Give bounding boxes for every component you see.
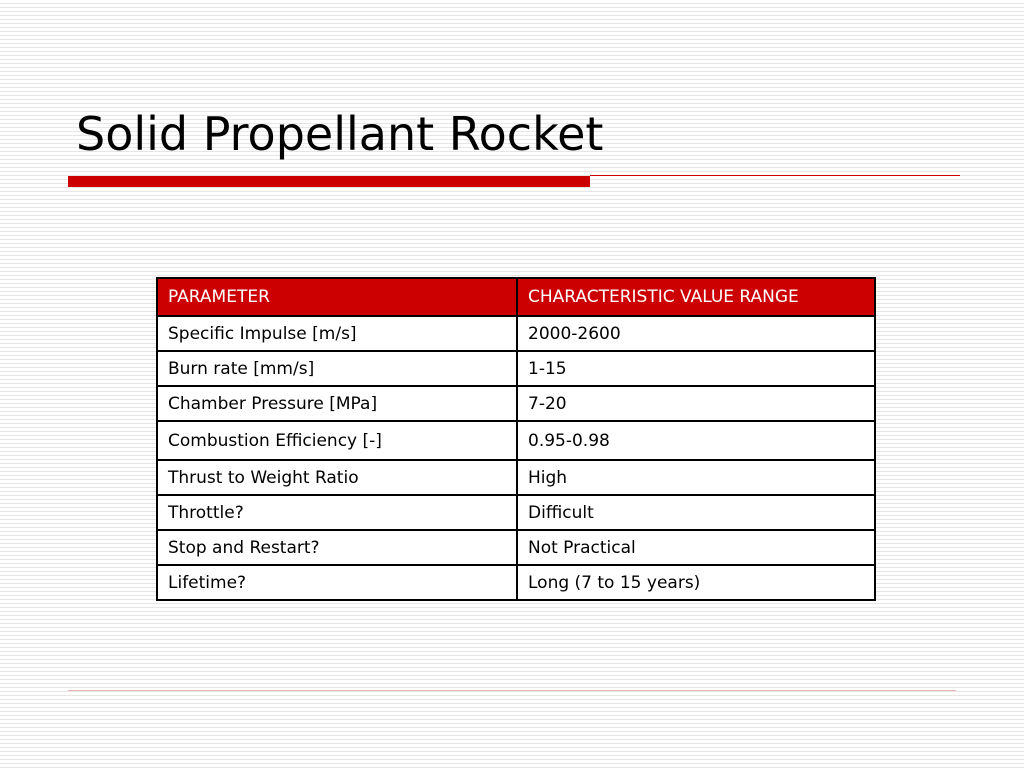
parameter-cell: Throttle? bbox=[157, 495, 517, 530]
parameter-table bbox=[156, 277, 876, 601]
value-cell: High bbox=[517, 460, 875, 495]
table-row bbox=[157, 316, 875, 351]
table-row bbox=[157, 386, 875, 421]
table-row bbox=[157, 565, 875, 600]
title-underline-thick bbox=[68, 176, 590, 187]
value-cell: Long (7 to 15 years) bbox=[517, 565, 875, 600]
table-row bbox=[157, 421, 875, 460]
value-cell: 7-20 bbox=[517, 386, 875, 421]
parameter-cell: Thrust to Weight Ratio bbox=[157, 460, 517, 495]
table-row bbox=[157, 530, 875, 565]
title-underline-thin bbox=[590, 175, 960, 176]
parameter-cell: Lifetime? bbox=[157, 565, 517, 600]
table-header-row bbox=[157, 278, 875, 316]
value-cell: 1-15 bbox=[517, 351, 875, 386]
parameter-cell: Stop and Restart? bbox=[157, 530, 517, 565]
header-parameter: PARAMETER bbox=[157, 278, 517, 316]
value-cell: 0.95-0.98 bbox=[517, 421, 875, 460]
table-row bbox=[157, 495, 875, 530]
footer-divider bbox=[68, 690, 956, 691]
value-cell: Difficult bbox=[517, 495, 875, 530]
parameter-cell: Burn rate [mm/s] bbox=[157, 351, 517, 386]
value-cell: Not Practical bbox=[517, 530, 875, 565]
table-row bbox=[157, 351, 875, 386]
header-value-range: CHARACTERISTIC VALUE RANGE bbox=[517, 278, 875, 316]
table-row bbox=[157, 460, 875, 495]
parameter-cell: Specific Impulse [m/s] bbox=[157, 316, 517, 351]
slide-title: Solid Propellant Rocket bbox=[76, 107, 604, 161]
parameter-cell: Chamber Pressure [MPa] bbox=[157, 386, 517, 421]
value-cell: 2000-2600 bbox=[517, 316, 875, 351]
parameter-cell: Combustion Efficiency [-] bbox=[157, 421, 517, 460]
